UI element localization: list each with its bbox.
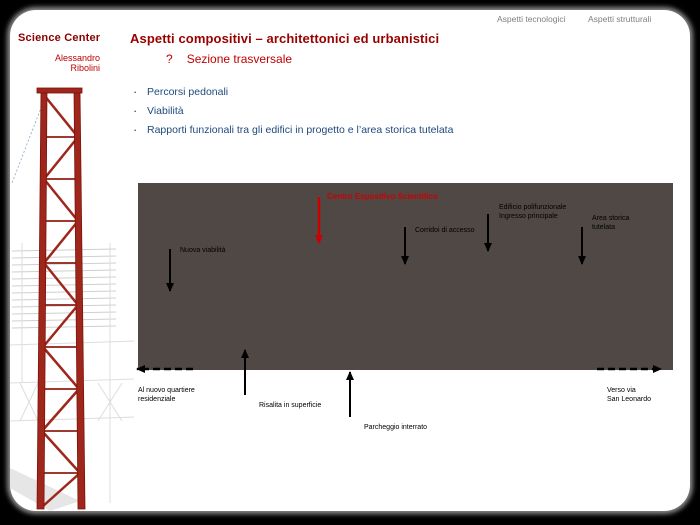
label-risalita-superficie: Risalita in superficie xyxy=(259,402,322,409)
label-centro-espositivo: Centro Espositivo Scientifico xyxy=(327,192,439,201)
label-parcheggio-interrato: Parcheggio interrato xyxy=(364,424,428,431)
brand-science-center: Science Center xyxy=(18,32,101,44)
label-verso-line2: San Leonardo xyxy=(607,396,651,403)
bullet-list xyxy=(133,86,603,143)
label-al-nuovo-line1: Al nuovo quartiere xyxy=(138,387,195,394)
subtitle-bullet-glyph: ? xyxy=(166,52,173,66)
bullet-item-viabilita: · Viabilità xyxy=(133,105,603,117)
label-area-storica xyxy=(592,214,629,232)
truss-chords xyxy=(42,137,80,473)
label-nuova-viabilita: Nuova viabilità xyxy=(180,247,226,254)
bullet-item-percorsi: · Percorsi pedonali xyxy=(133,86,603,98)
red-truss-tower xyxy=(37,88,85,509)
label-corridoi-accesso: Corridoi di accesso xyxy=(415,227,475,234)
tower-render-image xyxy=(10,83,138,511)
nav-link-aspetti-strutturali[interactable]: Aspetti strutturali xyxy=(588,14,652,24)
subtitle-text: Sezione trasversale xyxy=(186,52,293,66)
nav-link-aspetti-tecnologici[interactable]: Aspetti tecnologici xyxy=(497,14,566,24)
label-al-nuovo-line2: residenziale xyxy=(138,396,176,403)
tower-left-leg xyxy=(37,91,47,509)
label-al-nuovo-quartiere xyxy=(138,386,195,404)
section-diagram-panel xyxy=(138,183,673,370)
slide xyxy=(10,10,690,511)
page-title: Aspetti compositivi – architettonici ed urbanistici xyxy=(130,31,440,46)
label-edificio-line2: Ingresso principale xyxy=(499,213,558,220)
label-area-line2: tutelata xyxy=(592,224,615,231)
label-verso-line1: Verso via xyxy=(607,387,636,394)
author-last-name: Ribolini xyxy=(70,63,100,73)
bullet-item-rapporti: · Rapporti funzionali tra gli edifici in progetto e l’area storica tutelata xyxy=(133,124,603,136)
tower-top-cap xyxy=(37,88,82,93)
label-verso-via xyxy=(607,386,651,404)
slide-subtitle xyxy=(166,52,292,66)
label-edificio-polifunzionale xyxy=(499,203,566,221)
author-first-name: Alessandro xyxy=(54,53,100,63)
tower-right-leg xyxy=(74,91,85,509)
label-area-line1: Area storica xyxy=(592,215,630,222)
author-name xyxy=(40,53,100,73)
label-edificio-line1: Edificio polifunzionale xyxy=(499,204,567,211)
